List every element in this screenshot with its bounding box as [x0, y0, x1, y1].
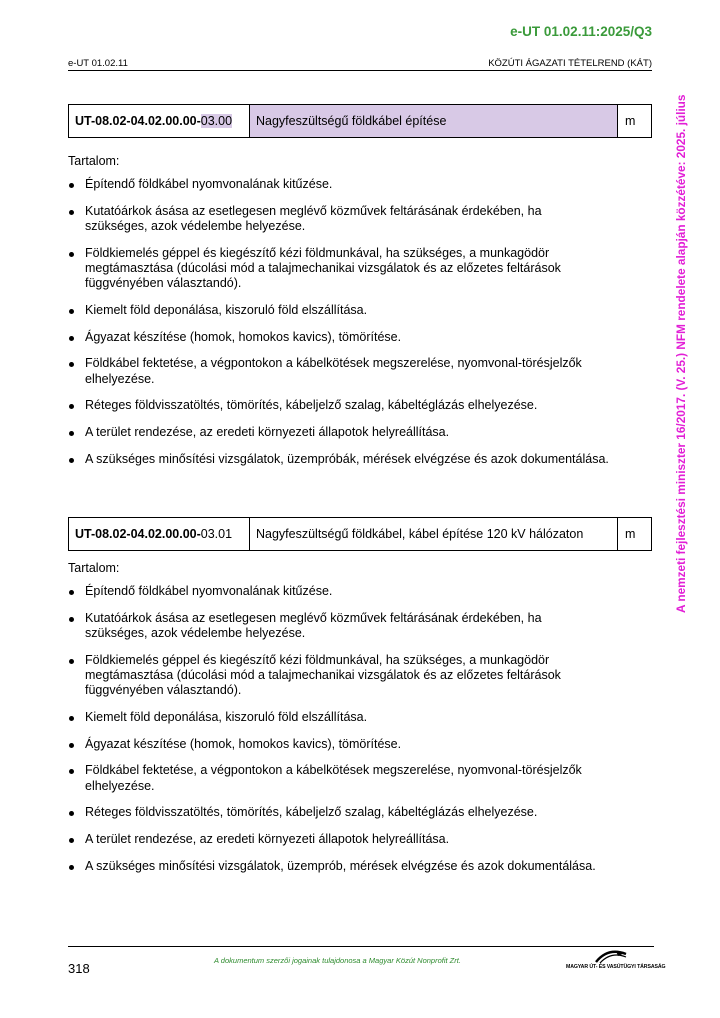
header-left: e-UT 01.02.11 — [68, 58, 128, 69]
item-description: Nagyfeszültségű földkábel, kábel építése 120 kV hálózaton — [250, 518, 618, 551]
list-item: Kutatóárkok ásása az esetlegesen meglévő közművek feltárásának érdekében, ha szükséges, azok védelembe helyezése. — [68, 204, 575, 234]
bullet-list — [68, 177, 652, 467]
item-unit: m — [618, 518, 652, 551]
list-item: Kiemelt föld deponálása, kiszoruló föld elszállítása. — [68, 710, 652, 725]
section-content-2 — [68, 561, 652, 885]
list-item: Kutatóárkok ásása az esetlegesen meglévő közművek feltárásának érdekében, ha szükséges, azok védelembe helyezése. — [68, 611, 575, 641]
item-code-suffix: 03.00 — [200, 114, 233, 128]
item-table-2 — [68, 517, 652, 551]
content-title: Tartalom: — [68, 154, 120, 168]
road-logo-icon — [594, 949, 628, 964]
item-table-1 — [68, 104, 652, 138]
footer-divider — [68, 946, 654, 947]
list-item: Réteges földvisszatöltés, tömörítés, kábeljelző szalag, kábeltéglázás elhelyezése. — [68, 805, 652, 820]
list-item: Kiemelt föld deponálása, kiszoruló föld elszállítása. — [68, 303, 652, 318]
item-code — [69, 105, 250, 138]
list-item: A szükséges minősítési vizsgálatok, üzemprób, mérések elvégzése és azok dokumentálása. — [68, 859, 652, 874]
list-item: Építendő földkábel nyomvonalának kitűzése. — [68, 584, 652, 599]
list-item: Réteges földvisszatöltés, tömörítés, kábeljelző szalag, kábeltéglázás elhelyezése. — [68, 398, 652, 413]
logo-text: MAGYAR ÚT- ÉS VASÚTÜGYI TÁRSASÁG — [566, 964, 666, 970]
publication-side-note: A nemzeti fejlesztési miniszter 16/2017. (V. 25.) NFM rendelete alapján közzétéve: 2025. július — [674, 94, 688, 613]
list-item: Ágyazat készítése (homok, homokos kavics), tömörítése. — [68, 737, 652, 752]
item-code-main: UT-08.02-04.02.00.00- — [75, 527, 201, 541]
bullet-list — [68, 584, 652, 874]
page-number: 318 — [68, 961, 90, 976]
list-item: Földkiemelés géppel és kiegészítő kézi földmunkával, ha szükséges, a munkagödör megtámasztása (dúcolási mód a talajmechanikai vizsgálatok és az előzetes feltárások függvényében választandó). — [68, 653, 615, 699]
item-code-suffix: 03.01 — [200, 527, 233, 541]
list-item: A terület rendezése, az eredeti környezeti állapotok helyreállítása. — [68, 832, 652, 847]
publisher-logo — [566, 949, 666, 975]
document-code: e-UT 01.02.11:2025/Q3 — [510, 24, 652, 39]
item-code-main: UT-08.02-04.02.00.00- — [75, 114, 201, 128]
list-item: Földkábel fektetése, a végpontokon a kábelkötések megszerelése, nyomvonal-törésjelzők elhelyezése. — [68, 356, 645, 386]
list-item: Ágyazat készítése (homok, homokos kavics), tömörítése. — [68, 330, 652, 345]
item-code — [69, 518, 250, 551]
header-right: KÖZÚTI ÁGAZATI TÉTELREND (KÁT) — [488, 58, 652, 69]
list-item: A szükséges minősítési vizsgálatok, üzempróbák, mérések elvégzése és azok dokumentálása. — [68, 452, 652, 467]
item-description: Nagyfeszültségű földkábel építése — [250, 105, 618, 138]
list-item: Földkiemelés géppel és kiegészítő kézi földmunkával, ha szükséges, a munkagödör megtámasztása (dúcolási mód a talajmechanikai vizsgálatok és az előzetes feltárások függvényében választandó). — [68, 246, 615, 292]
list-item: Földkábel fektetése, a végpontokon a kábelkötések megszerelése, nyomvonal-törésjelzők elhelyezése. — [68, 763, 645, 793]
copyright-note: A dokumentum szerzői jogainak tulajdonosa a Magyar Közút Nonprofit Zrt. — [214, 956, 461, 965]
list-item: Építendő földkábel nyomvonalának kitűzése. — [68, 177, 652, 192]
list-item: A terület rendezése, az eredeti környezeti állapotok helyreállítása. — [68, 425, 652, 440]
header-divider — [68, 70, 652, 71]
item-unit: m — [618, 105, 652, 138]
section-content-1 — [68, 154, 652, 478]
content-title: Tartalom: — [68, 561, 120, 575]
